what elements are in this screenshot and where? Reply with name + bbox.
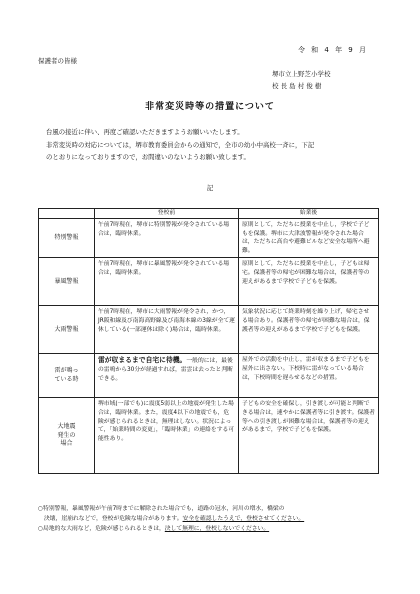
after-cell: 屋外での活動を中止し，雷が収まるまで子どもを屋外に出さない。下校時に雷がなっている場合は，下校時間を遅らせるなどの措置。 (239, 354, 379, 398)
header-blank (39, 209, 95, 219)
footnotes (38, 504, 384, 534)
intro-line: のとおりになっておりますので，お間違いのないようお願い致します。 (46, 153, 250, 161)
intro-line: 台風の接近に伴い、再度ご確認いただきますようお願いいたします。 (46, 128, 244, 136)
table-row (39, 306, 379, 354)
table-header-row (39, 209, 379, 219)
before-cell: 堺市域(一部でも)に震度5弱以上の地震が発生した場合は，臨時休業。また，震度4以下の地震でも，危険が感じられるときは，無理はしない。状況によって，「始業時間の変更」，「臨時休業」の連絡をする可能性あり。 (95, 398, 239, 474)
principal-name: 校 長 島 村 俊 樹 (272, 82, 322, 90)
note-text: 決壊，崖崩れなどで，登校が危険な場合があります。 (44, 516, 183, 522)
school-name: 堺市立上野芝小学校 (272, 70, 331, 78)
before-cell: 午前7時現在，堺市に大雨警報が発令され，かつ，JR阪和線及び南海高野線及び南海本線の3線が全て運休している(一部運休は除く)場合は，臨時休業。 (95, 306, 239, 354)
intro-paragraph (46, 126, 386, 164)
row-type-label: ている時 (54, 375, 79, 383)
row-type-label: 特別警報 (54, 233, 79, 241)
ki-heading: 記 (206, 184, 214, 192)
table-row (39, 354, 379, 398)
issue-date: 令 和 4 年 9 月 (297, 46, 368, 54)
note-line (38, 514, 384, 524)
before-cell: 午前7時現在，堺市に暴風警報が発令されている場合は，臨時休業。 (95, 258, 239, 306)
note-emphasis: 安全を確認したうえで，登校させてください。 (182, 516, 305, 522)
row-type-label: 発生の (57, 431, 76, 439)
after-cell: 原則として，ただちに授業を中止し，学校で子どもを保護。堺市に大津波警報が発令された場合は，ただちに高台や避難ビルなど安全な場所へ避難。 (239, 219, 379, 258)
note-text: ○局地的な大雨など，危険が感じられるときは， (38, 526, 165, 532)
document-title: 非常変災時等の措置について (145, 102, 275, 112)
header-before-school: 登校前 (95, 209, 239, 219)
row-type-label: 大地震 (57, 423, 76, 431)
table-row (39, 258, 379, 306)
table-row (39, 398, 379, 474)
header-after-start: 始業後 (239, 209, 379, 219)
recipient: 保護者の皆様 (38, 57, 77, 65)
row-type-label: 大雨警報 (54, 325, 79, 333)
before-cell (95, 354, 239, 398)
table-row (39, 219, 379, 258)
school-block (272, 68, 331, 92)
before-rest-text: 一般的には，最後の雷鳴から30分が経過すれば，雷雲は去ったと判断できる。 (98, 358, 233, 382)
after-cell: 子どもの安全を確保し，引き渡しが可能と判断できる場合は，速やかに保護者等に引き渡す。保護者等への引き渡しが困難な場合は，保護者等の迎えがあるまで，学校で子どもを保護。 (239, 398, 379, 474)
row-type (39, 306, 95, 354)
row-type (39, 354, 95, 398)
row-type (39, 258, 95, 306)
measures-table (38, 208, 379, 474)
before-cell: 午前7時現在，堺市に特別警報が発令されている場合は，臨時休業。 (95, 219, 239, 258)
note-text: ○特別警報，暴風警報が午前7時までに解除された場合でも，道路の冠水，河川の増水，橋梁の (38, 506, 285, 512)
emphasis-text: 雷が収まるまで自宅に待機。 (98, 356, 187, 365)
note-line (38, 504, 384, 514)
intro-line: 非常変災時の対応については，堺市教育委員会からの通知で，全市の幼小中高校一斉に，下記 (46, 140, 315, 149)
row-type-label: 場合 (60, 440, 73, 448)
note-emphasis: 決して無理に，登校しないでください。 (164, 526, 270, 532)
after-cell: 気象状況に応じて終業時刻を繰り上げ，帰宅させる場合あり。保護者等の帰宅が困難な場合は，保護者等の迎えがあるまで学校で子どもを保護。 (239, 306, 379, 354)
row-type-label: 暴風警報 (54, 277, 79, 285)
row-type (39, 219, 95, 258)
after-cell: 原則として，ただちに授業を中止し，子どもは帰宅。保護者等の帰宅が困難な場合は，保護者等の迎えがあるまで学校で子どもを保護。 (239, 258, 379, 306)
row-type (39, 398, 95, 474)
note-line (38, 524, 384, 534)
row-type-label: 雷が鳴っ (54, 367, 79, 375)
